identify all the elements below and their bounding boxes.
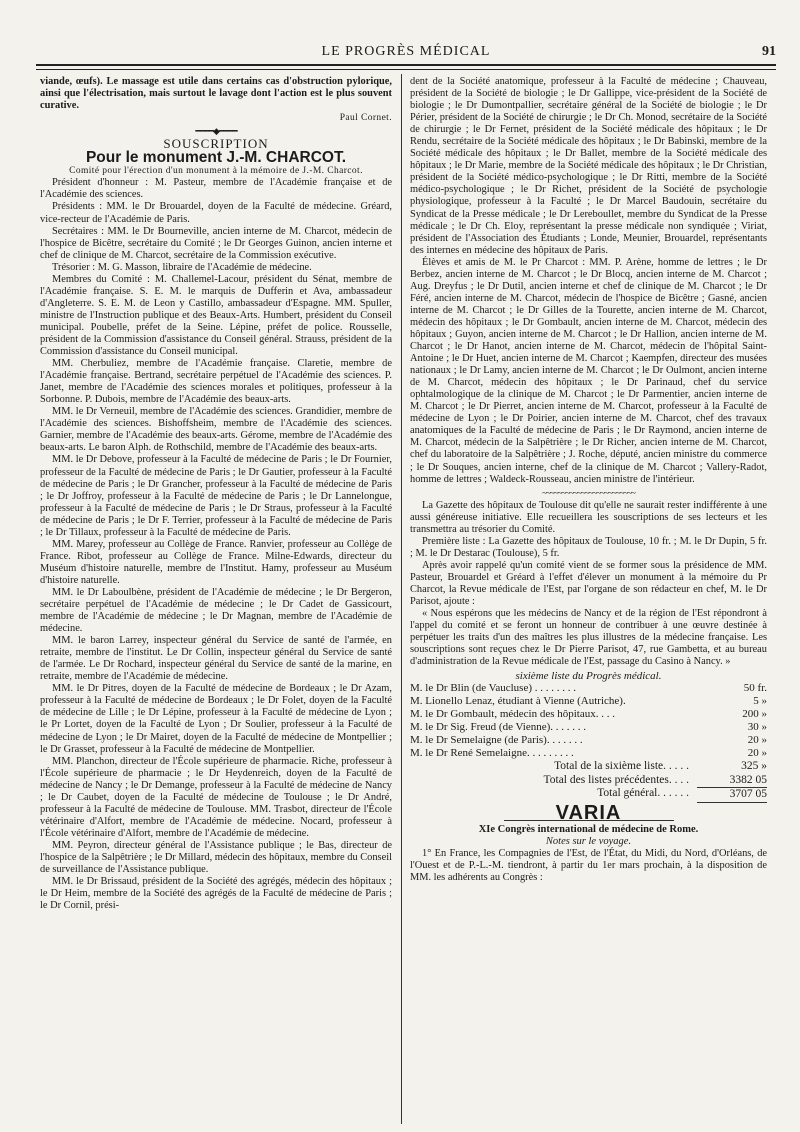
congres-title: XIe Congrès international de médecine de Rome. (478, 823, 699, 835)
left-paragraph: Secrétaires : MM. le Dr Bourneville, ancien interne de M. Charcot, médecin de l'hospice de Bicêtre, secrétaire du Comité ; le Dr Georges Guinon, ancien interne et chef de clinique de M. Charcot, secrétaire de la Commission exécutive. (40, 225, 392, 261)
en-france-paragraph: 1° En France, les Compagnies de l'Est, de l'État, du Midi, du Nord, d'Orléans, de l'Ouest et de P.-L.-M. tiendront, à partir du 1er mars prochain, à la disposition de MM. les adhérents au Congrès : (410, 847, 767, 884)
liste-row-amount: 20 » (747, 747, 767, 760)
ornament-divider-right: ~~~~~~~~~~~~~~~~~~~~~~~~ (542, 487, 635, 498)
section-title: SOUSCRIPTION (163, 136, 269, 152)
ornament-divider: ━━━━◆━━━━ (195, 126, 237, 137)
committee-title: Comité pour l'érection d'un monument à la mémoire de J.-M. Charcot. (69, 166, 363, 177)
intro-signature: Paul Cornet. (339, 113, 392, 124)
premiere-liste: Première liste : La Gazette des hôpitaux de Toulouse, 10 fr. ; M. le Dr Dupin, 5 fr. ; M. le Dr Destarac (Toulouse), 5 fr. (410, 535, 767, 559)
left-paragraphs (40, 177, 392, 912)
total-label: Total de la sixième liste. . . . . (554, 760, 689, 773)
right-column (410, 76, 767, 884)
liste-row (410, 747, 767, 760)
nancy-intro: Après avoir rappelé qu'un comité vient de se former sous la présidence de MM. Pasteur, Brouardel et Gréard à l'effet d'élever un monument à la mémoire du Pr Charcot, la Revue médicale de l'Est, par l'organe de son rédacteur en chef, M. le Dr Parisot, ajoute : (410, 559, 767, 608)
totals (410, 760, 767, 803)
left-column (40, 76, 392, 912)
total-amount: 3382 05 (729, 773, 767, 786)
total-row (410, 760, 767, 774)
right-paragraph: Élèves et amis de M. le Pr Charcot : MM. P. Arène, homme de lettres ; le Dr Berbez, ancien interne de M. Charcot ; le Dr Blocq, ancien interne de M. Charcot ; Aug. Dreyfus ; le Dr Dutil, ancien interne et chef de clinique de M. Charcot ; le Dr Féré, ancien interne de M. Charcot, médecin de l'hospice de Bicêtre ; Gasné, ancien interne de M. Charcot ; le Dr Gilles de la Tourette, ancien interne de M. Charcot, médecin des hôpitaux ; le Dr Gombault, ancien interne de M. Charcot, médecin des hôpitaux ; Guyon, ancien interne de M. Charcot ; le Dr Hallion, ancien interne de M. Charcot ; le Dr Hanot, ancien interne de M. Charcot, médecin de l'hôpital Saint-Antoine ; le Dr Huet, ancien interne de M. Charcot ; Kaempfen, directeur des musées nationaux ; le Dr Lamy, ancien interne de M. Charcot ; le Dr Oulmont, ancien interne de M. Charcot, médecin des hôpitaux ; le Dr Parinaud, chef du service ophtalmologique de la clinique de M. Charcot ; le Dr Parmentier, ancien interne de M. Charcot ; le Dr Pierret, ancien interne de M. Charcot, professeur à la Faculté de médecine de Lyon ; le Dr Poirier, ancien interne de M. Charcot, chef des travaux anatomiques de la Faculté de médecine de Paris ; le Dr Raymond, ancien interne de M. Charcot, médecin de la Salpêtrière ; le Dr Richer, ancien interne de M. Charcot, chef du laboratoire de la Salpêtrière ; J. Roche, député, ancien ministre du commerce ; le Dr Souques, ancien interne, chef de la clinique de M. Charcot ; Vallery-Radot, homme de lettres ; Waldeck-Rousseau, ancien ministre de l'intérieur. (410, 256, 767, 485)
header-rule-thick (36, 64, 776, 66)
left-paragraph: Trésorier : M. G. Masson, libraire de l'Académie de médecine. (52, 261, 312, 273)
sixieme-liste (410, 682, 767, 760)
liste-row-name: M. le Dr Gombault, médecin des hôpitaux. . . . (410, 708, 615, 721)
left-paragraph: MM. le baron Larrey, inspecteur général du Service de santé de l'armée, en retraite, membre de l'institut. Le Dr Collin, inspecteur général du Service de santé de l'armée. Le Dr Rochard, inspecteur général du Service de santé de la marine, en retraite, membre de l'Académie de médecine. (40, 635, 392, 683)
left-paragraph: MM. le Dr Pitres, doyen de la Faculté de médecine de Bordeaux ; le Dr Azam, professeur à la Faculté de médecine de Bordeaux ; le Dr Folet, doyen de la Faculté de médecine de Lille ; le Dr Lépine, professeur à la Faculté de médecine de Lyon ; le Pr Lortet, doyen de la Faculté de Lyon ; Dr Soulier, professeur à la Faculté de médecine de Lyon ; le Dr Mairet, doyen de la Faculté de médecine de Montpellier ; le Dr Grasset, professeur à la Faculté de médecine de Montpellier. (40, 683, 392, 755)
running-title: LE PROGRÈS MÉDICAL (321, 44, 491, 59)
gazette-paragraph: La Gazette des hôpitaux de Toulouse dit qu'elle ne saurait rester indifférente à une aussi généreuse initiative. Elle recueillera les souscriptions de ses lecteurs et les transmettra au trésorier du Comité. (410, 499, 767, 535)
intro-paragraph: viande, œufs). Le massage est utile dans certains cas d'obstruction pylorique, ainsi que l'électrisation, mais surtout le lavage dont l'action est le plus souvent curative. (40, 76, 392, 112)
liste-row (410, 682, 767, 695)
liste-row (410, 708, 767, 721)
total-amount: 325 » (741, 760, 767, 773)
liste-row-amount: 30 » (747, 721, 767, 734)
left-paragraph: MM. le Dr Debove, professeur à la Faculté de médecine de Paris ; le Dr Fournier, professeur de la Faculté de médecine de Paris ; le Dr Gautier, professeur à la Faculté de médecine de Paris ; le Dr Grancher, professeur à la Faculté de médecine de Paris ; le Dr Joffroy, professeur à la Faculté de médecine de Paris ; le Dr Lannelongue, professeur à la Faculté de médecine de Paris ; le Dr Straus, professeur à la Faculté de médecine de Paris ; le Dr F. Terrier, professeur à la Faculté de médecine de Paris ; le Dr Tillaux, professeur à la Faculté de médecine de Paris. (40, 454, 392, 538)
total-row (410, 787, 767, 803)
left-paragraph: MM. le Dr Brissaud, président de la Société des agrégés, médecin des hôpitaux ; le Dr Heim, membre de la Société des agrégés de la Faculté de médecine de Paris ; le Dr Cornil, prési- (40, 876, 392, 912)
liste-row-amount: 50 fr. (743, 682, 767, 695)
section-subtitle: Pour le monument J.-M. CHARCOT. (85, 149, 347, 167)
liste-row-name: M. le Dr Sig. Freud (de Vienne). . . . . . . (410, 721, 587, 734)
sixieme-liste-title: sixième liste du Progrès médical. (515, 670, 662, 683)
liste-row-name: M. le Dr René Semelaigne. . . . . . . . . (410, 747, 574, 760)
varia-title: VARIA (555, 801, 622, 824)
total-row (410, 774, 767, 788)
liste-row (410, 721, 767, 734)
liste-row (410, 695, 767, 708)
left-paragraph: MM. Peyron, directeur général de l'Assistance publique ; le Bas, directeur de l'hospice de la Salpêtrière ; le Dr Millard, médecin des hôpitaux, membre du Conseil de surveillance de l'Assistance publique. (40, 839, 392, 876)
column-divider (401, 74, 402, 1124)
left-paragraph: Président d'honneur : M. Pasteur, membre de l'Académie française et de l'Académie des sciences. (40, 177, 392, 201)
liste-row-name: M. le Dr Blin (de Vaucluse) . . . . . . . . (410, 682, 576, 695)
liste-row-amount: 200 » (742, 708, 767, 721)
page-header (36, 44, 776, 64)
left-paragraph: MM. le Dr Laboulbène, président de l'Académie de médecine ; le Dr Bergeron, secrétaire perpétuel de l'Académie de médecine ; le Dr Cadet de Gassicourt, membre de l'Académie de médecine ; le Dr Magnan, membre de l'Académie de médecine. (40, 586, 392, 635)
right-paragraph: dent de la Société anatomique, professeur à la Faculté de médecine ; Chauveau, président de la Société de biologie ; le Dr Gallippe, vice-président de la Société de biologie ; le Dr Dumontpallier, secrétaire général de la Société de biologie ; le Dr Périer, président de la Société de chirurgie ; le Dr Ch. Monod, secrétaire de la Société de chirurgie ; le Dr Fernet, président de la Société médicale des hôpitaux ; le Dr Rendu, secrétaire de la Société médicale des hôpitaux ; le Dr Babinski, membre de la Société médicale des hôpitaux ; le Dr Ballet, membre de la Société médicale des hôpitaux ; le Dr Marie, membre de la Société médicale des hôpitaux ; le Dr Christian, président de la Société médico-psychologique ; le Dr Ritti, membre de la Société médico-psychologique ; le Dr Richet, président de la Société de psychologie physiologique, professeur à la Faculté ; le Dr Marcel Baudouin, secrétaire du Syndicat de la Presse médicale ; le Dr Lereboullet, membre du Syndicat de la Presse médicale ; le Dr Ch. Eloy, représentant la presse médicale non syndiquée ; Viriat, président de l'Association des Étudiants ; Londe, Meunier, Brouardel, représentants des internes en médecine des hôpitaux de Paris. (410, 76, 767, 256)
nancy-quote: « Nous espérons que les médecins de Nancy et de la région de l'Est répondront à l'appel du comité et se feront un honneur de contribuer à une œuvre destinée à perpétuer les traits d'un des maîtres les plus illustres de la médecine française. Les souscriptions sont reçues chez le Dr Pierre Parisot, 47, rue Gambetta, et au bureau d'administration de la Revue médicale de l'Est, passage du Casino à Nancy. » (410, 608, 767, 668)
left-paragraph: MM. Planchon, directeur de l'École supérieure de pharmacie. Riche, professeur à l'École supérieure de pharmacie ; le Dr Heydenreich, doyen de la Faculté de médecine de Nancy ; le Dr Demange, professeur à la Faculté de médecine de Nancy ; le Dr Caubet, doyen de la Faculté de médecine de Toulouse ; le Dr André, professeur à la Faculté de médecine de Toulouse. MM. Trasbot, directeur de l'École vétérinaire d'Alfort, membre de l'Académie de médecine. Nocard, professeur à l'École vétérinaire d'Alfort, membre de l'Académie de médecine. (40, 755, 392, 839)
liste-row-name: M. le Dr Semelaigne (de Paris). . . . . . . (410, 734, 583, 747)
page-number: 91 (762, 44, 776, 59)
left-paragraph: MM. le Dr Verneuil, membre de l'Académie des sciences. Grandidier, membre de l'Académie des sciences. Bishoffsheim, membre de l'Académie des sciences. Garnier, membre de l'Académie des beaux-arts. Gérome, membre de l'Académie des beaux-arts. Le baron Alph. de Rothschild, membre de l'Académie des beaux-arts. (40, 406, 392, 454)
header-rule-thin (36, 69, 776, 70)
total-label: Total des listes précédentes. . . . (543, 773, 689, 786)
left-paragraph: Présidents : MM. le Dr Brouardel, doyen de la Faculté de médecine. Gréard, vice-recteur de l'Académie de Paris. (40, 201, 392, 225)
liste-row-amount: 5 » (753, 695, 767, 708)
left-paragraph: MM. Marey, professeur au Collège de France. Ranvier, professeur au Collège de France. Ribot, professeur au Collège de France. Milne-Edwards, directeur du Muséum d'histoire naturelle, membre de l'Institut. Hamy, professeur au Muséum d'histoire naturelle. (40, 538, 392, 586)
total-amount: 3707 05 (697, 787, 767, 803)
notes-title: Notes sur le voyage. (545, 835, 632, 847)
left-paragraph: MM. Cherbuliez, membre de l'Académie française. Claretie, membre de l'Académie française. Bertrand, secrétaire perpétuel de l'Académie des sciences. P. Janet, membre de l'Académie des sciences morales et politiques, professeur à la Sorbonne. P. Dubois, membre de l'Académie des beaux-arts. (40, 358, 392, 406)
right-paragraphs (410, 76, 767, 486)
liste-row-name: M. Lionello Lenaz, étudiant à Vienne (Autriche). (410, 695, 626, 708)
liste-row (410, 734, 767, 747)
left-paragraph: Membres du Comité : M. Challemel-Lacour, président du Sénat, membre de l'Académie française. S. E. M. le marquis de Dufferin et Ava, ambassadeur d'Angleterre. S. E. M. de Leon y Castillo, ambassadeur d'Espagne. MM. Spuller, ministre de l'Instruction publique et des Beaux-Arts. Humbert, président du Conseil municipal. Poubelle, préfet de la Seine. Lépine, préfet de police. Rousselle, président de la Commission d'assistance du Conseil général. Strauss, président de la Commission d'assistance du Conseil municipal. (40, 273, 392, 358)
total-label: Total général. . . . . . (597, 787, 689, 800)
liste-row-amount: 20 » (747, 734, 767, 747)
